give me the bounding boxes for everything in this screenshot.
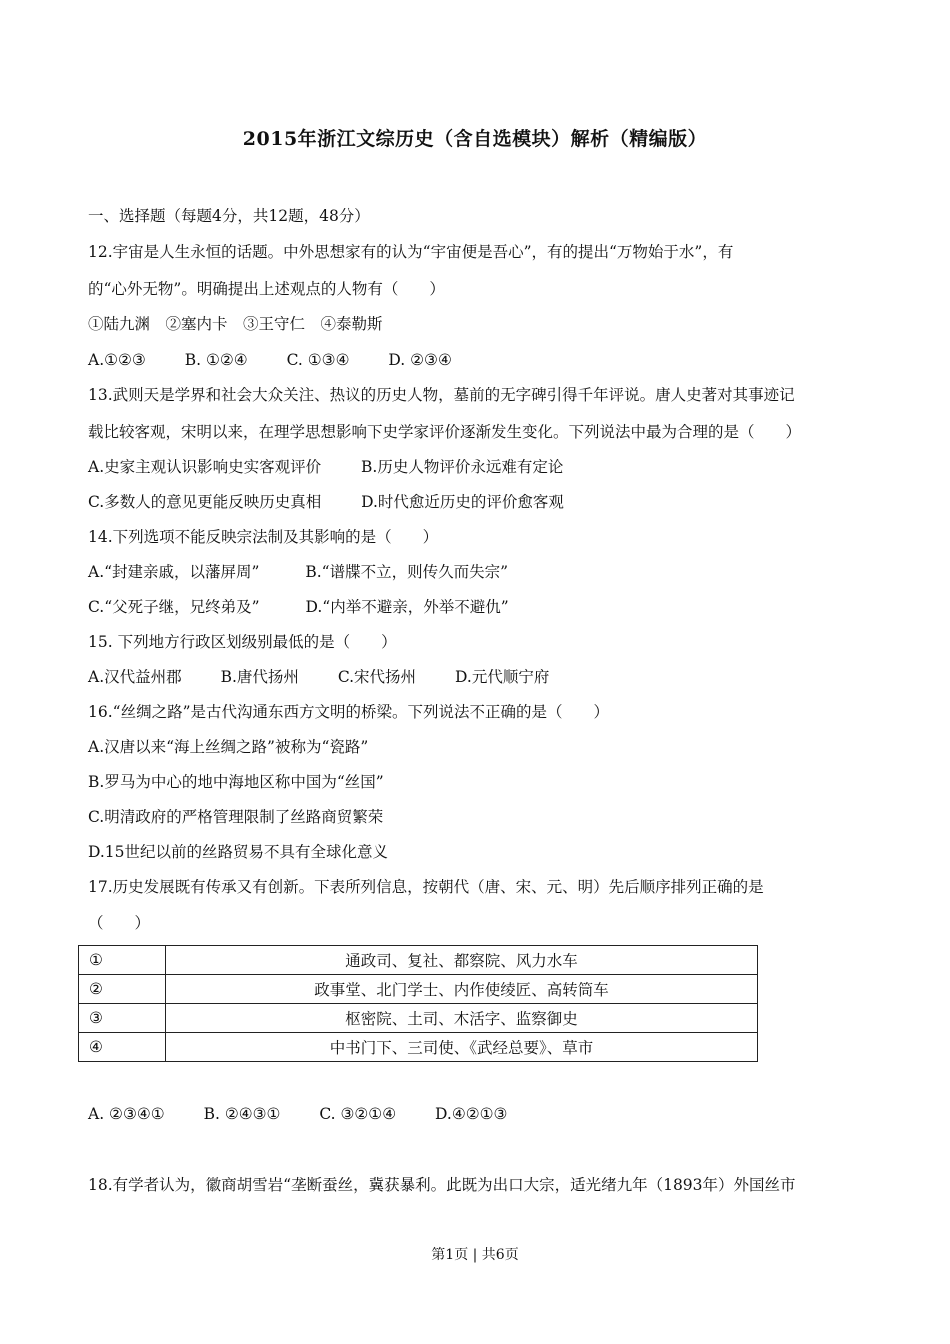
q13-options-row2 bbox=[88, 492, 564, 512]
q15-options bbox=[88, 667, 583, 687]
q17-stem-line2: （ ） bbox=[88, 914, 151, 932]
q12-option-a: A.①②③ bbox=[88, 351, 146, 369]
q14-option-a: A.“封建亲戚，以藩屏周” bbox=[88, 563, 260, 581]
page-footer: 第1页 | 共6页 bbox=[431, 1247, 519, 1263]
q13-stem-line2: 载比较客观，宋明以来，在理学思想影响下史学家评价逐渐发生变化。下列说法中最为合理的是（ ） bbox=[88, 423, 802, 441]
table-row bbox=[79, 946, 758, 975]
q13-option-b: B.历史人物评价永远难有定论 bbox=[361, 458, 564, 476]
q14-option-d: D.“内举不避亲，外举不避仇” bbox=[305, 598, 509, 616]
q13-option-c: C.多数人的意见更能反映历史真相 bbox=[88, 493, 322, 511]
table-cell-content: 政事堂、北门学士、内作使绫匠、高转筒车 bbox=[166, 975, 758, 1004]
q14-option-b: B.“谱牒不立，则传久而失宗” bbox=[305, 563, 509, 581]
q17-option-c: C. ③②①④ bbox=[319, 1105, 397, 1123]
table-cell-num: ② bbox=[79, 975, 166, 1004]
q16-stem: 16.“丝绸之路”是古代沟通东西方文明的桥梁。下列说法不正确的是（ ） bbox=[88, 703, 610, 721]
q17-option-d: D.④②①③ bbox=[435, 1105, 508, 1123]
table-cell-content: 枢密院、土司、木活字、监察御史 bbox=[166, 1004, 758, 1033]
q17-info-table bbox=[78, 945, 758, 1062]
q16-option-a: A.汉唐以来“海上丝绸之路”被称为“瓷路” bbox=[88, 738, 369, 756]
table-row bbox=[79, 975, 758, 1004]
q15-option-a: A.汉代益州郡 bbox=[88, 668, 182, 686]
q15-option-d: D.元代顺宁府 bbox=[455, 668, 550, 686]
table-cell-content: 中书门下、三司使、《武经总要》、草市 bbox=[166, 1033, 758, 1062]
q14-options-row1 bbox=[88, 562, 508, 582]
q15-stem: 15. 下列地方行政区划级别最低的是（ ） bbox=[88, 633, 397, 651]
q13-option-d: D.时代愈近历史的评价愈客观 bbox=[361, 493, 564, 511]
q12-option-c: C. ①③④ bbox=[286, 351, 350, 369]
q12-options bbox=[88, 350, 486, 370]
q17-option-b: B. ②④③① bbox=[203, 1105, 281, 1123]
page-title: 2015年浙江文综历史（含自选模块）解析（精编版） bbox=[242, 128, 708, 150]
q16-option-b: B.罗马为中心的地中海地区称中国为“丝国” bbox=[88, 773, 384, 791]
table-row bbox=[79, 1033, 758, 1062]
section-heading: 一、选择题（每题4分，共12题，48分） bbox=[88, 207, 370, 225]
q15-option-c: C.宋代扬州 bbox=[337, 668, 417, 686]
table-row bbox=[79, 1004, 758, 1033]
q13-options-row1 bbox=[88, 457, 563, 477]
q16-option-c: C.明清政府的严格管理限制了丝路商贸繁荣 bbox=[88, 808, 384, 826]
q12-option-d: D. ②③④ bbox=[388, 351, 452, 369]
q14-options-row2 bbox=[88, 597, 509, 617]
q16-option-d: D.15世纪以前的丝路贸易不具有全球化意义 bbox=[88, 843, 389, 861]
q13-option-a: A.史家主观认识影响史实客观评价 bbox=[88, 458, 322, 476]
q12-option-b: B. ①②④ bbox=[184, 351, 248, 369]
q17-stem-line1: 17.历史发展既有传承又有创新。下表所列信息，按朝代（唐、宋、元、明）先后顺序排列正确的是 bbox=[88, 878, 764, 896]
q12-stem-line2: 的“心外无物”。明确提出上述观点的人物有（ ） bbox=[88, 280, 445, 298]
table-cell-num: ③ bbox=[79, 1004, 166, 1033]
q17-options bbox=[88, 1104, 541, 1124]
q15-option-b: B.唐代扬州 bbox=[220, 668, 299, 686]
q18-stem-line1: 18.有学者认为，徽商胡雪岩“垄断蚕丝，冀获暴利。此既为出口大宗，适光绪九年（1893年）外国丝市 bbox=[88, 1176, 796, 1194]
q12-stem-line1: 12.宇宙是人生永恒的话题。中外思想家有的认为“宇宙便是吾心”，有的提出“万物始于水”，有 bbox=[88, 243, 734, 261]
q14-stem: 14.下列选项不能反映宗法制及其影响的是（ ） bbox=[88, 528, 439, 546]
table-cell-num: ① bbox=[79, 946, 166, 975]
q14-option-c: C.“父死子继，兄终弟及” bbox=[88, 598, 260, 616]
q13-stem-line1: 13.武则天是学界和社会大众关注、热议的历史人物，墓前的无字碑引得千年评说。唐人史著对其事迹记 bbox=[88, 386, 795, 404]
q17-option-a: A. ②③④① bbox=[88, 1105, 165, 1123]
table-cell-content: 通政司、复社、都察院、风力水车 bbox=[166, 946, 758, 975]
table-cell-num: ④ bbox=[79, 1033, 166, 1062]
q12-persons: ①陆九渊 ②塞内卡 ③王守仁 ④泰勒斯 bbox=[88, 315, 383, 333]
